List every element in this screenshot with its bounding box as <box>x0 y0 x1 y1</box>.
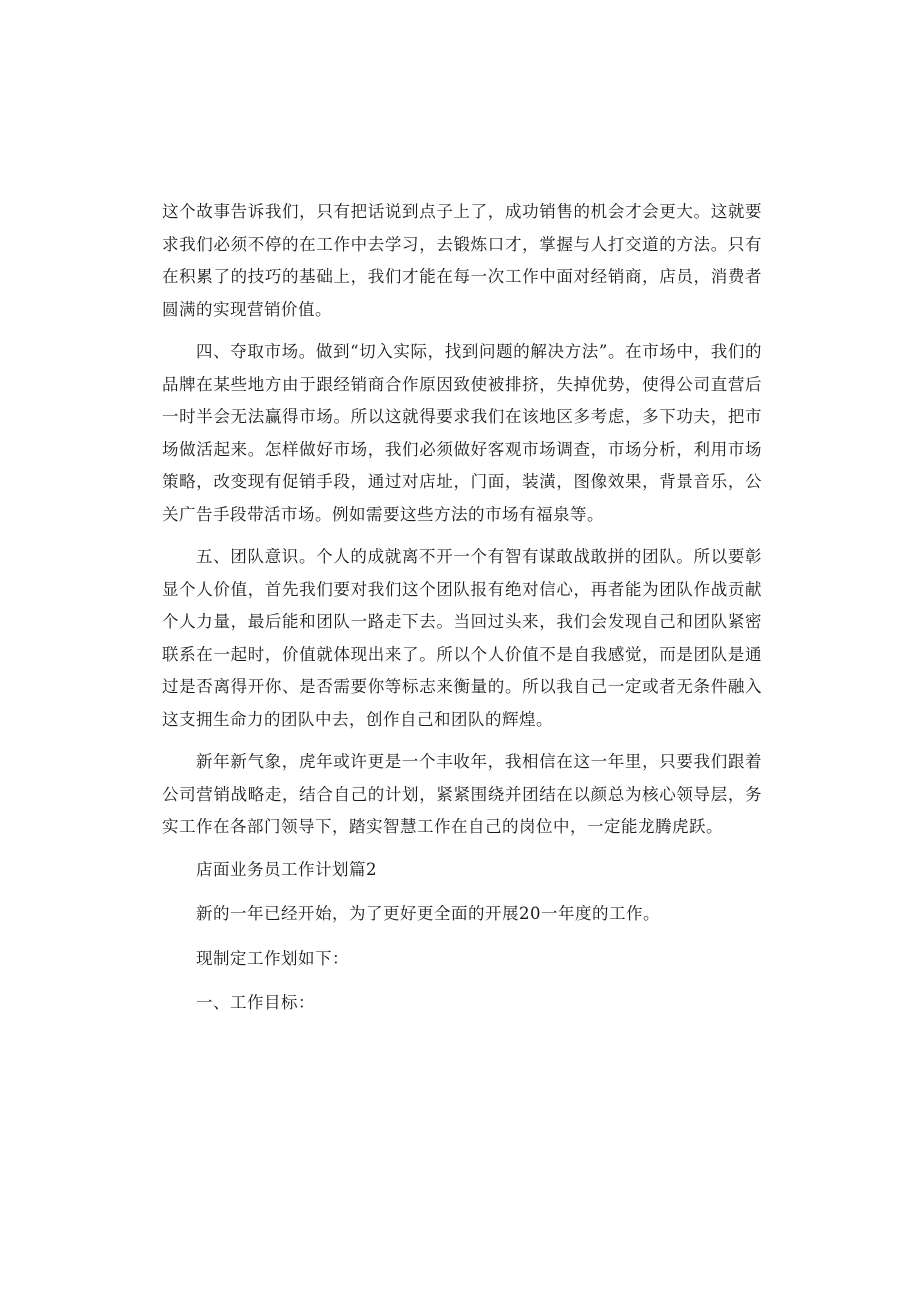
paragraph-capture-market: 四、夺取市场。做到“切入实际，找到问题的解决方法”。在市场中，我们的品牌在某些地方由于跟经销商合作原因致使被排挤，失掉优势，使得公司直营后一时半会无法赢得市场。所以这就得要求我们在该地区多考虑，多下功夫，把市场做活起来。怎样做好市场，我们必须做好客观市场调查，市场分析，利用市场策略，改变现有促销手段，通过对店址，门面，装潢，图像效果，背景音乐，公关广告手段带活市场。例如需要这些方法的市场有福泉等。 <box>162 342 762 524</box>
paragraph-story-lesson: 这个故事告诉我们，只有把话说到点子上了，成功销售的机会才会更大。这就要求我们必须不停的在工作中去学习，去锻炼口才，掌握与人打交道的方法。只有在积累了的技巧的基础上，我们才能在每一次工作中面对经销商，店员，消费者圆满的实现营销价值。 <box>162 202 762 319</box>
line-plan-intro: 现制定工作划如下： <box>196 948 349 968</box>
document-body <box>162 196 762 1020</box>
line-work-goal: 一、工作目标： <box>196 993 315 1012</box>
line-new-year-start: 新的一年已经开始，为了更好更全面的开展20一年度的工作。 <box>196 904 660 923</box>
section-title: 店面业务员工作计划篇2 <box>196 859 377 879</box>
paragraph-team-spirit: 五、团队意识。个人的成就离不开一个有智有谋敢战敢拼的团队。所以要彰显个人价值，首先我们要对我们这个团队报有绝对信心，再者能为团队作战贡献个人力量，最后能和团队一路走下去。当回过头来，我们会发现自己和团队紧密联系在一起时，价值就体现出来了。所以个人价值不是自我感觉，而是团队是通过是否离得开你、是否需要你等标志来衡量的。所以我自己一定或者无条件融入这支拥生命力的团队中去，创作自己和团队的辉煌。 <box>162 547 762 729</box>
paragraph-new-year: 新年新气象，虎年或许更是一个丰收年，我相信在这一年里，只要我们跟着公司营销战略走，结合自己的计划，紧紧围绕并团结在以颜总为核心领导层，务实工作在各部门领导下，踏实智慧工作在自己的岗位中，一定能龙腾虎跃。 <box>162 752 762 836</box>
